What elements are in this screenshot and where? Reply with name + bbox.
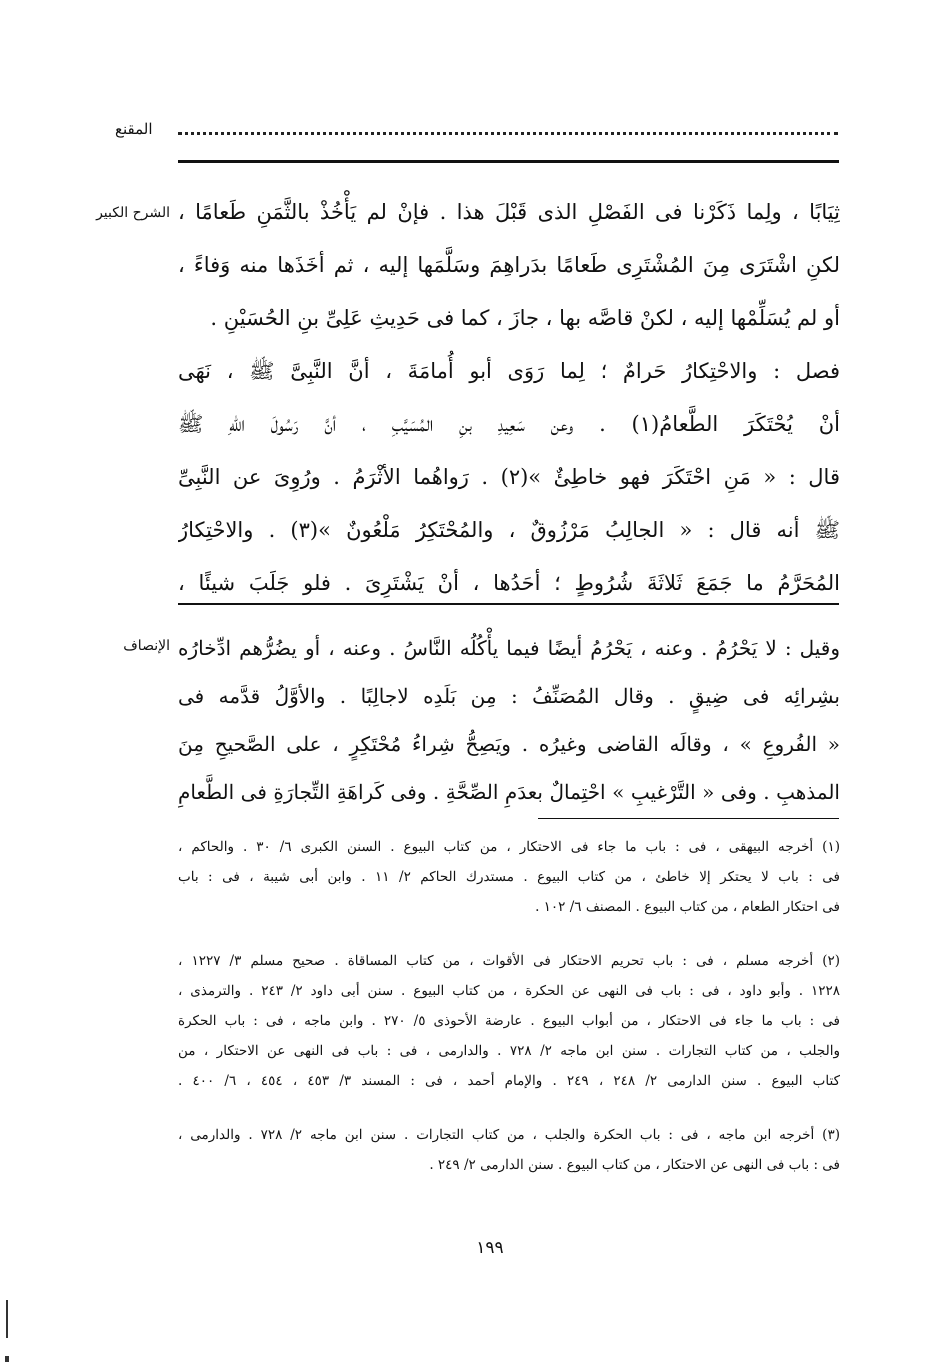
main-line: أو لم يُسَلِّمْها إليه ، لكنْ قاصَّه بها ، جازَ ، كما فى حَدِيثِ عَلِىِّ بنِ الحُسَيْنِ . [210, 306, 840, 330]
main-text [178, 186, 840, 610]
main-line: المُحَرَّمُ ما جَمَعَ ثَلاثَةَ شُرُوطٍ ؛ أحَدُها ، أنْ يَشْتَرِىَ . فلو جَلَبَ شيئًا ، [178, 571, 840, 595]
insaf-text [178, 624, 840, 816]
footnote-1 [178, 832, 840, 922]
insaf-line: المذهبِ . وفى « التَّرْغيبِ » احْتِمالٌ بعدَمِ الصِّحَّةِ . وفى كَراهَةِ التِّجارَةِ فى الطَّعامِ [178, 780, 840, 804]
footnote-line: (٢) أخرجه مسلم ، فى : باب تحريم الاحتكار فى الأقوات ، من كتاب المساقاة . صحيح مسلم ٣/ ١٢٢٧ ، [178, 953, 840, 969]
main-line: أنْ يُحْتَكَرَ الطَّعامُ(١) . وعن سَعِيدِ بنِ المُسَيَّبِ ، أنَّ رَسُولَ اللهِ ﷺ [178, 412, 840, 436]
footnote-line: (١) أخرجه البيهقى ، فى : باب ما جاء فى الاحتكار ، من كتاب البيوع . السنن الكبرى ٦/ ٣٠ . والحاكم ، [178, 839, 840, 855]
header-dotted-rule [178, 118, 838, 135]
insaf-line: بشِرائِه فى ضِيقٍ . وقال المُصَنِّفُ : مِن بَلَدِه لاجالِبًا . والأوَّلُ قدَّمه فى [178, 684, 840, 708]
main-line: لكنِ اشْتَرَى مِنَ المُشْتَرِى طَعامًا بدَراهِمَ وسَلَّمَها إليه ، ثم أخَذَها منه وَفاءً ، [178, 253, 840, 277]
footnote-2 [178, 946, 840, 1096]
footnote-divider [538, 818, 839, 819]
footnote-line: (٣) أخرجه ابن ماجه ، فى : باب الحكرة والجلب ، من كتاب التجارات . سنن ابن ماجه ٢/ ٧٢٨ . والدارمى ، [178, 1127, 840, 1143]
footnote-line: فى : باب فى النهى عن الاحتكار ، من كتاب البيوع . سنن الدارمى ٢/ ٢٤٩ . [429, 1157, 840, 1173]
page-number: ١٩٩ [476, 1238, 504, 1258]
insaf-line: وقيل : لا يَحْرُمُ . وعنه ، يَحْرُمُ أيضًا فيما يأْكُلُه النَّاسُ . وعنه ، أو يضُرُّهم ادِّخارُه [178, 636, 840, 660]
main-line: فصل : والاحْتِكارُ حَرامٌ ؛ لِما رَوَى أبو أُمامَةَ ، أنَّ النَّبِىَّ ﷺ ، نَهَى [178, 359, 840, 383]
footnote-line: والجلب ، من كتاب التجارات . سنن ابن ماجه ٢/ ٧٢٨ . والدارمى ، فى : باب فى النهى عن الاحتكار ، من [178, 1043, 840, 1059]
side-label-insaf: الإنصاف [123, 638, 170, 654]
main-line: ثِيَابًا ، ولِما ذَكَرْنا فى الفَصْلِ الذى قَبْلَ هذا . فإنْ لم يَأْخُذْ بالثَّمَنِ طَعامًا ، [178, 200, 840, 224]
footnote-line: فى : باب لا يحتكر إلا خاطئ ، من كتاب البيوع . مستدرك الحاكم ٢/ ١١ . وابن أبى شيبة ، فى : باب [178, 869, 840, 885]
footnote-line: ١٢٢٨ . وأبو داود ، فى : باب فى النهى عن الحكرة ، من كتاب البيوع . سنن أبى داود ٢/ ٢٤٣ . والترمذى ، [178, 983, 840, 999]
footnote-line: كتاب البيوع . سنن الدارمى ٢/ ٢٤٨ ، ٢٤٩ . والإمام أحمد ، فى : المسند ٣/ ٤٥٣ ، ٤٥٤ ، ٦/ ٤٠٠ . [178, 1073, 840, 1089]
footnote-line: فى احتكار الطعام ، من كتاب البيوع . المصنف ٦/ ١٠٢ . [535, 899, 840, 915]
main-line: ﷺ أنه قال : « الجالِبُ مَرْزُوقٌ ، والمُحْتَكِرُ مَلْعُونٌ »(٣) . والاحْتِكارُ [178, 518, 840, 542]
section-divider [178, 603, 839, 605]
running-title: المقنع [115, 120, 153, 138]
scan-margin-dot [5, 1356, 9, 1362]
footnote-line: فى : باب ما جاء فى الاحتكار ، من أبواب البيوع . عارضة الأحوذى ٥/ ٢٧٠ . وابن ماجه ، فى : باب الحكرة [178, 1013, 840, 1029]
side-label-sharh: الشرح الكبير [96, 205, 170, 221]
scan-margin-mark [6, 1300, 8, 1338]
insaf-line: « الفُروعِ » ، وقالَه القاضى وغيرُه . ويَصِحُّ شِراءُ مُحْتَكِرٍ ، على الصَّحيحِ مِنَ [178, 732, 840, 756]
footnote-3 [178, 1120, 840, 1180]
header-rule [178, 160, 839, 163]
main-line: قال : « مَنِ احْتَكَرَ فهو خاطِئٌ »(٢) . رَواهُما الأثْرَمُ . ورُوِىَ عن النَّبِىِّ [178, 465, 840, 489]
